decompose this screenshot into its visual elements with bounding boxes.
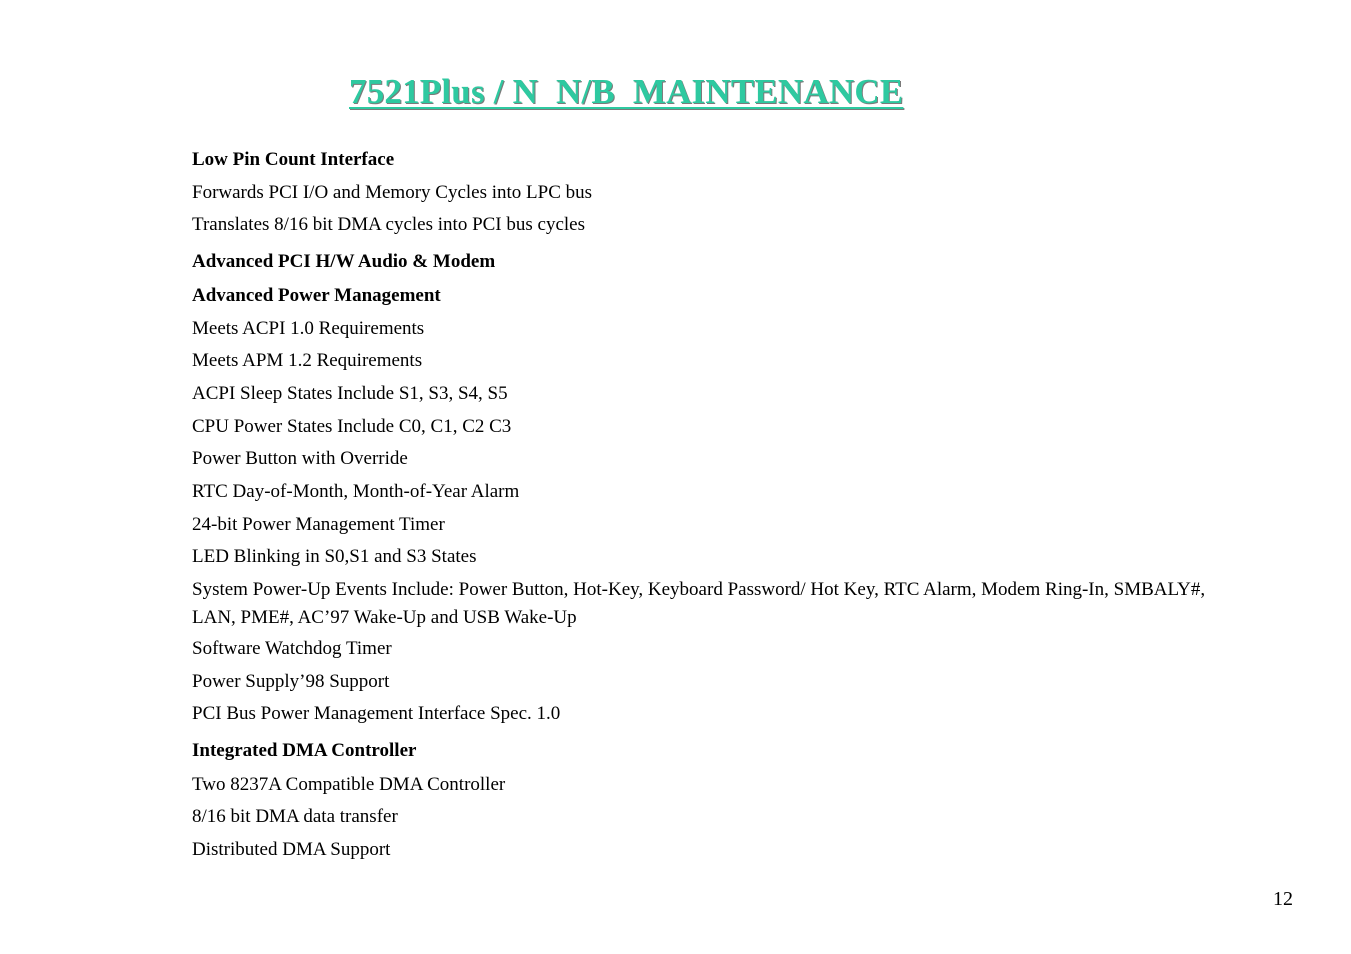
list-item: 24-bit Power Management Timer (192, 514, 445, 535)
list-item: PCI Bus Power Management Interface Spec. 1.0 (192, 703, 561, 724)
list-item: ACPI Sleep States Include S1, S3, S4, S5 (192, 383, 508, 404)
list-item: Forwards PCI I/O and Memory Cycles into LPC bus (192, 182, 593, 203)
list-item: CPU Power States Include C0, C1, C2 C3 (192, 416, 512, 437)
list-item: LED Blinking in S0,S1 and S3 States (192, 546, 477, 567)
page-number: 12 (1273, 888, 1293, 910)
list-item: Power Supply’98 Support (192, 671, 390, 692)
list-item: Power Button with Override (192, 448, 408, 469)
list-item: Meets ACPI 1.0 Requirements (192, 318, 425, 339)
list-item: Distributed DMA Support (192, 839, 391, 860)
list-item: Meets APM 1.2 Requirements (192, 350, 423, 371)
list-item: RTC Day-of-Month, Month-of-Year Alarm (192, 481, 520, 502)
list-item-wake-events: System Power-Up Events Include: Power Button, Hot-Key, Keyboard Password/ Hot Key, RTC Alarm, Modem Ring-In, SMBALY#, LAN, PME#, AC’97 Wake-Up and USB Wake-Up (192, 579, 1206, 628)
section-heading-audio-modem: Advanced PCI H/W Audio & Modem (192, 251, 496, 272)
section-heading-power-management: Advanced Power Management (192, 285, 441, 306)
list-item: Software Watchdog Timer (192, 638, 392, 659)
section-heading-dma: Integrated DMA Controller (192, 740, 417, 761)
list-item: 8/16 bit DMA data transfer (192, 806, 398, 827)
list-item: Two 8237A Compatible DMA Controller (192, 774, 506, 795)
list-item: Translates 8/16 bit DMA cycles into PCI bus cycles (192, 214, 585, 235)
section-heading-lpc: Low Pin Count Interface (192, 149, 395, 170)
page-title: 7521Plus / N N/B MAINTENANCE (349, 72, 904, 111)
